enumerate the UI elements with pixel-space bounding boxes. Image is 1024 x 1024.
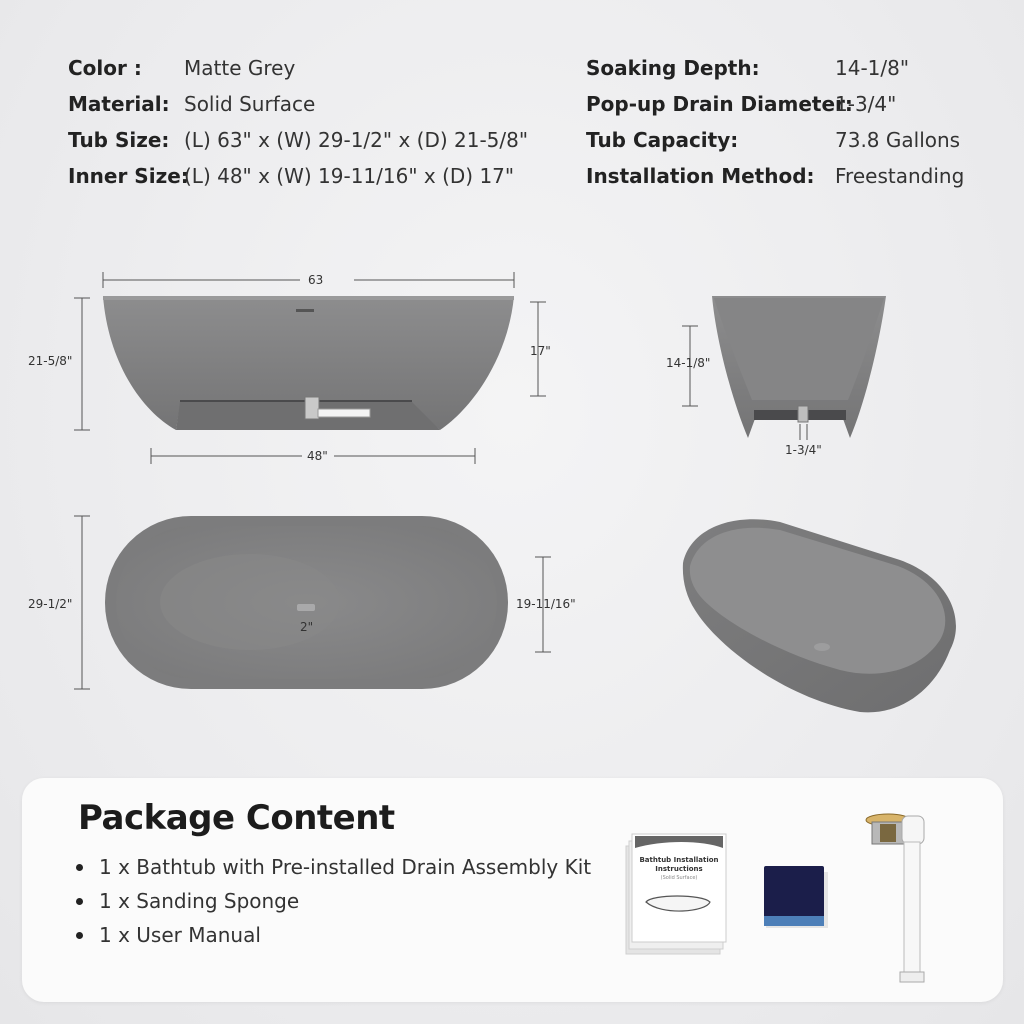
spec-value: 1-3/4" [835, 92, 897, 116]
soaking-depth-label: 14-1/8" [666, 356, 711, 370]
drain-hole-label: 2" [300, 620, 314, 634]
manual-icon [622, 828, 752, 958]
spec-value: Freestanding [835, 164, 965, 188]
spec-label: Soaking Depth: [586, 56, 760, 80]
drain-diameter-label: 1-3/4" [785, 443, 822, 457]
package-items [76, 850, 591, 952]
spec-label: Color : [68, 56, 142, 80]
spec-value: (L) 48" x (W) 19-11/16" x (D) 17" [184, 164, 515, 188]
manual-subtitle: (Solid Surface) [660, 875, 698, 881]
sanding-sponge-icon [760, 862, 832, 932]
list-item: 1 x Sanding Sponge [76, 884, 591, 918]
length-label: 63 [308, 273, 324, 287]
width-label: 29-1/2" [28, 597, 73, 611]
inner-length-label: 48" [307, 449, 328, 463]
bullet-icon [76, 864, 83, 871]
inner-depth-label: 17" [530, 344, 551, 358]
drain-assembly-icon [848, 808, 948, 988]
spec-label: Inner Size: [68, 164, 189, 188]
list-item: 1 x User Manual [76, 918, 591, 952]
package-content-card [22, 778, 1003, 1002]
perspective-tub [683, 519, 956, 712]
spec-label: Installation Method: [586, 164, 815, 188]
bullet-icon [76, 932, 83, 939]
manual-title-line1: Bathtub Installation [639, 856, 719, 864]
spec-value: (L) 63" x (W) 29-1/2" x (D) 21-5/8" [184, 128, 529, 152]
end-view-tub [712, 296, 886, 438]
package-title: Package Content [78, 798, 395, 838]
spec-value: 14-1/8" [835, 56, 910, 80]
spec-label: Tub Capacity: [586, 128, 739, 152]
manual-title-line2: Instructions [655, 865, 703, 873]
top-view-tub [105, 516, 508, 689]
spec-label: Material: [68, 92, 170, 116]
bullet-icon [76, 898, 83, 905]
spec-value: Matte Grey [184, 56, 296, 80]
spec-value: 73.8 Gallons [835, 128, 961, 152]
inner-width-label: 19-11/16" [516, 597, 576, 611]
height-label: 21-5/8" [28, 354, 73, 368]
spec-value: Solid Surface [184, 92, 316, 116]
spec-label: Pop-up Drain Diameter: [586, 92, 853, 116]
side-view-tub [103, 296, 514, 430]
spec-label: Tub Size: [68, 128, 170, 152]
list-item: 1 x Bathtub with Pre-installed Drain Assembly Kit [76, 850, 591, 884]
